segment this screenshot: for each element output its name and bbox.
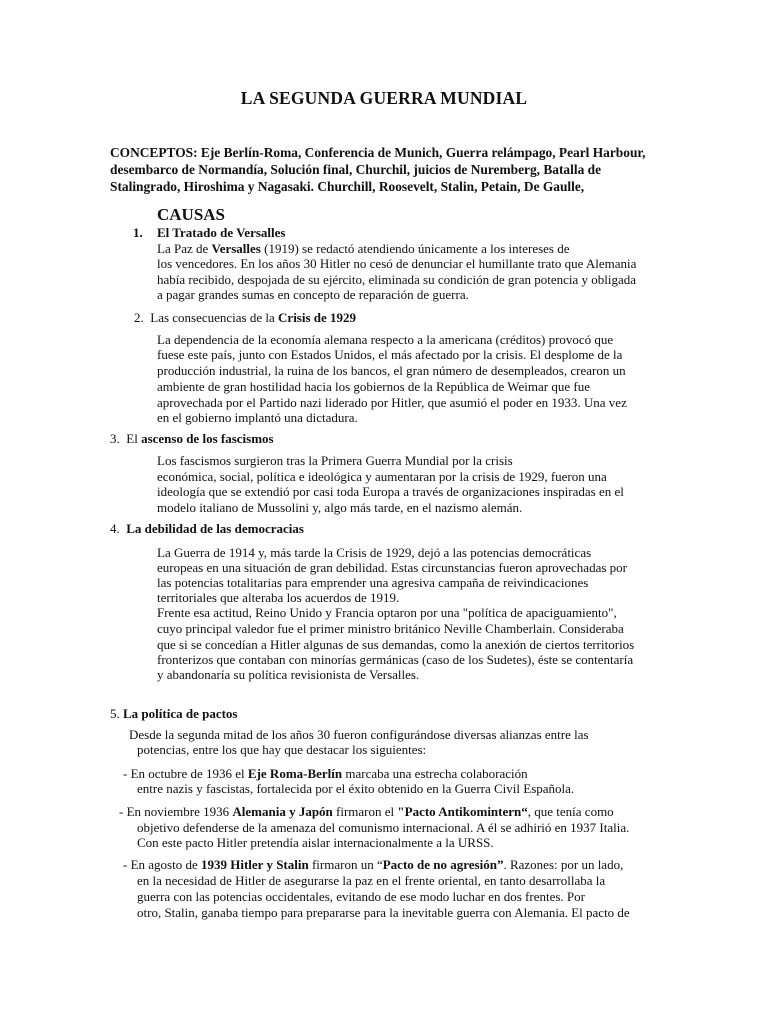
- section-2-line: en el gobierno implantó una dictadura.: [157, 410, 358, 425]
- pact-item-line: objetivo defenderse de la amenaza del comunismo internacional. A él se adhirió en 1937 Italia.: [137, 820, 630, 835]
- section-4-line: territoriales que alteraba los acuerdos de 1919.: [157, 590, 400, 605]
- pact-item-line: Con este pacto Hitler pretendía aislar internacionalmente a la URSS.: [137, 835, 494, 850]
- pact-item-eje-roma-berlin: - En octubre de 1936 el Eje Roma-Berlín marcaba una estrecha colaboración: [123, 766, 528, 781]
- section-5-intro-line: Desde la segunda mitad de los años 30 fueron configurándose diversas alianzas entre las: [129, 727, 589, 742]
- section-1-line: había recibido, despojada de su ejército, eliminada su condición de gran potencia y obligada: [157, 272, 637, 287]
- section-2-line: La dependencia de la economía alemana respecto a la americana (créditos) provocó que: [157, 332, 614, 347]
- pact-item-line: guerra con las potencias occidentales, evitando de ese modo luchar en dos frentes. Por: [137, 889, 585, 904]
- section-1-number: 1.: [133, 225, 143, 240]
- section-3-line: ideología que se extendió por casi toda Europa a través de organizaciones inspiradas en el: [157, 484, 624, 499]
- section-4-line: que si se concedían a Hitler algunas de sus demandas, como la anexión de ciertos territorios: [157, 637, 635, 652]
- pact-item-line: en la necesidad de Hitler de asegurarse la paz en el frente oriental, en tanto desarrollaba la: [137, 873, 606, 888]
- section-2-line: fuese este país, junto con Estados Unidos, el más afectado por la crisis. El desplome de la: [157, 347, 623, 362]
- section-4-title: 4. La debilidad de las democracias: [110, 521, 304, 536]
- causas-heading: CAUSAS: [157, 205, 226, 224]
- section-1-line: a pagar grandes sumas en concepto de reparación de guerra.: [157, 287, 469, 302]
- section-4-line: Frente esa actitud, Reino Unido y Francia optaron por una "política de apaciguamiento",: [157, 605, 617, 620]
- section-4-line: fronterizos que contaban con minorías germánicas (caso de los Sudetes), éste se contentaría: [157, 652, 634, 667]
- conceptos-line-1: CONCEPTOS: Eje Berlín-Roma, Conferencia de Munich, Guerra relámpago, Pearl Harbour,: [110, 145, 646, 160]
- section-4-line: y abandonaría su política revisionista de Versalles.: [157, 667, 420, 682]
- section-5-title: 5. La política de pactos: [110, 706, 238, 721]
- section-1-line: La Paz de Versalles (1919) se redactó atendiendo únicamente a los intereses de: [157, 241, 570, 256]
- conceptos-line-3: Stalingrado, Hiroshima y Nagasaki. Churchill, Roosevelt, Stalin, Petain, De Gaulle,: [110, 179, 585, 194]
- section-4-line: las potencias totalitarias para emprender una agresiva campaña de reivindicaciones: [157, 575, 589, 590]
- section-2-title: 2. Las consecuencias de la Crisis de 1929: [134, 310, 357, 325]
- pact-item-line: otro, Stalin, ganaba tiempo para prepararse para la inevitable guerra con Alemania. El pacto de: [137, 905, 630, 920]
- pact-item-line: entre nazis y fascistas, fortalecida por el éxito obtenido en la Guerra Civil Española.: [137, 781, 575, 796]
- section-4-line: europeas en una situación de gran debilidad. Estas circunstancias fueron aprovechadas por: [157, 560, 627, 575]
- section-4-line: cuyo principal valedor fue el primer ministro británico Neville Chamberlain. Consideraba: [157, 621, 624, 636]
- pact-item-antikomintern: - En noviembre 1936 Alemania y Japón firmaron el "Pacto Antikomintern“, que tenía como: [119, 804, 614, 819]
- section-5-intro-line: potencias, entre los que hay que destacar los siguientes:: [137, 742, 427, 757]
- section-3-line: económica, social, política e ideológica y aumentaran por la crisis de 1929, fueron una: [157, 469, 607, 484]
- pact-item-no-agresion: - En agosto de 1939 Hitler y Stalin firmaron un “Pacto de no agresión”. Razones: por un lado,: [123, 857, 624, 872]
- section-2-line: ambiente de gran hostilidad hacia los gobiernos de la República de Weimar que fue: [157, 379, 590, 394]
- section-3-title: 3. El ascenso de los fascismos: [110, 431, 274, 446]
- section-1-line: los vencedores. En los años 30 Hitler no cesó de denunciar el humillante trato que Alemania: [157, 256, 637, 271]
- section-3-line: modelo italiano de Mussolini y, algo más tarde, en el nazismo alemán.: [157, 500, 523, 515]
- section-2-line: aprovechada por el Partido nazi liderado por Hitler, que asumió el poder en 1933. Una vez: [157, 395, 627, 410]
- section-1-title: El Tratado de Versalles: [157, 225, 286, 240]
- conceptos-line-2: desembarco de Normandía, Solución final, Churchil, juicios de Nuremberg, Batalla de: [110, 162, 602, 177]
- section-2-line: producción industrial, la ruina de los bancos, el gran número de desempleados, crearon un: [157, 363, 626, 378]
- section-4-line: La Guerra de 1914 y, más tarde la Crisis de 1929, dejó a las potencias democráticas: [157, 545, 592, 560]
- section-3-line: Los fascismos surgieron tras la Primera Guerra Mundial por la crisis: [157, 453, 513, 468]
- page-title: LA SEGUNDA GUERRA MUNDIAL: [240, 88, 528, 108]
